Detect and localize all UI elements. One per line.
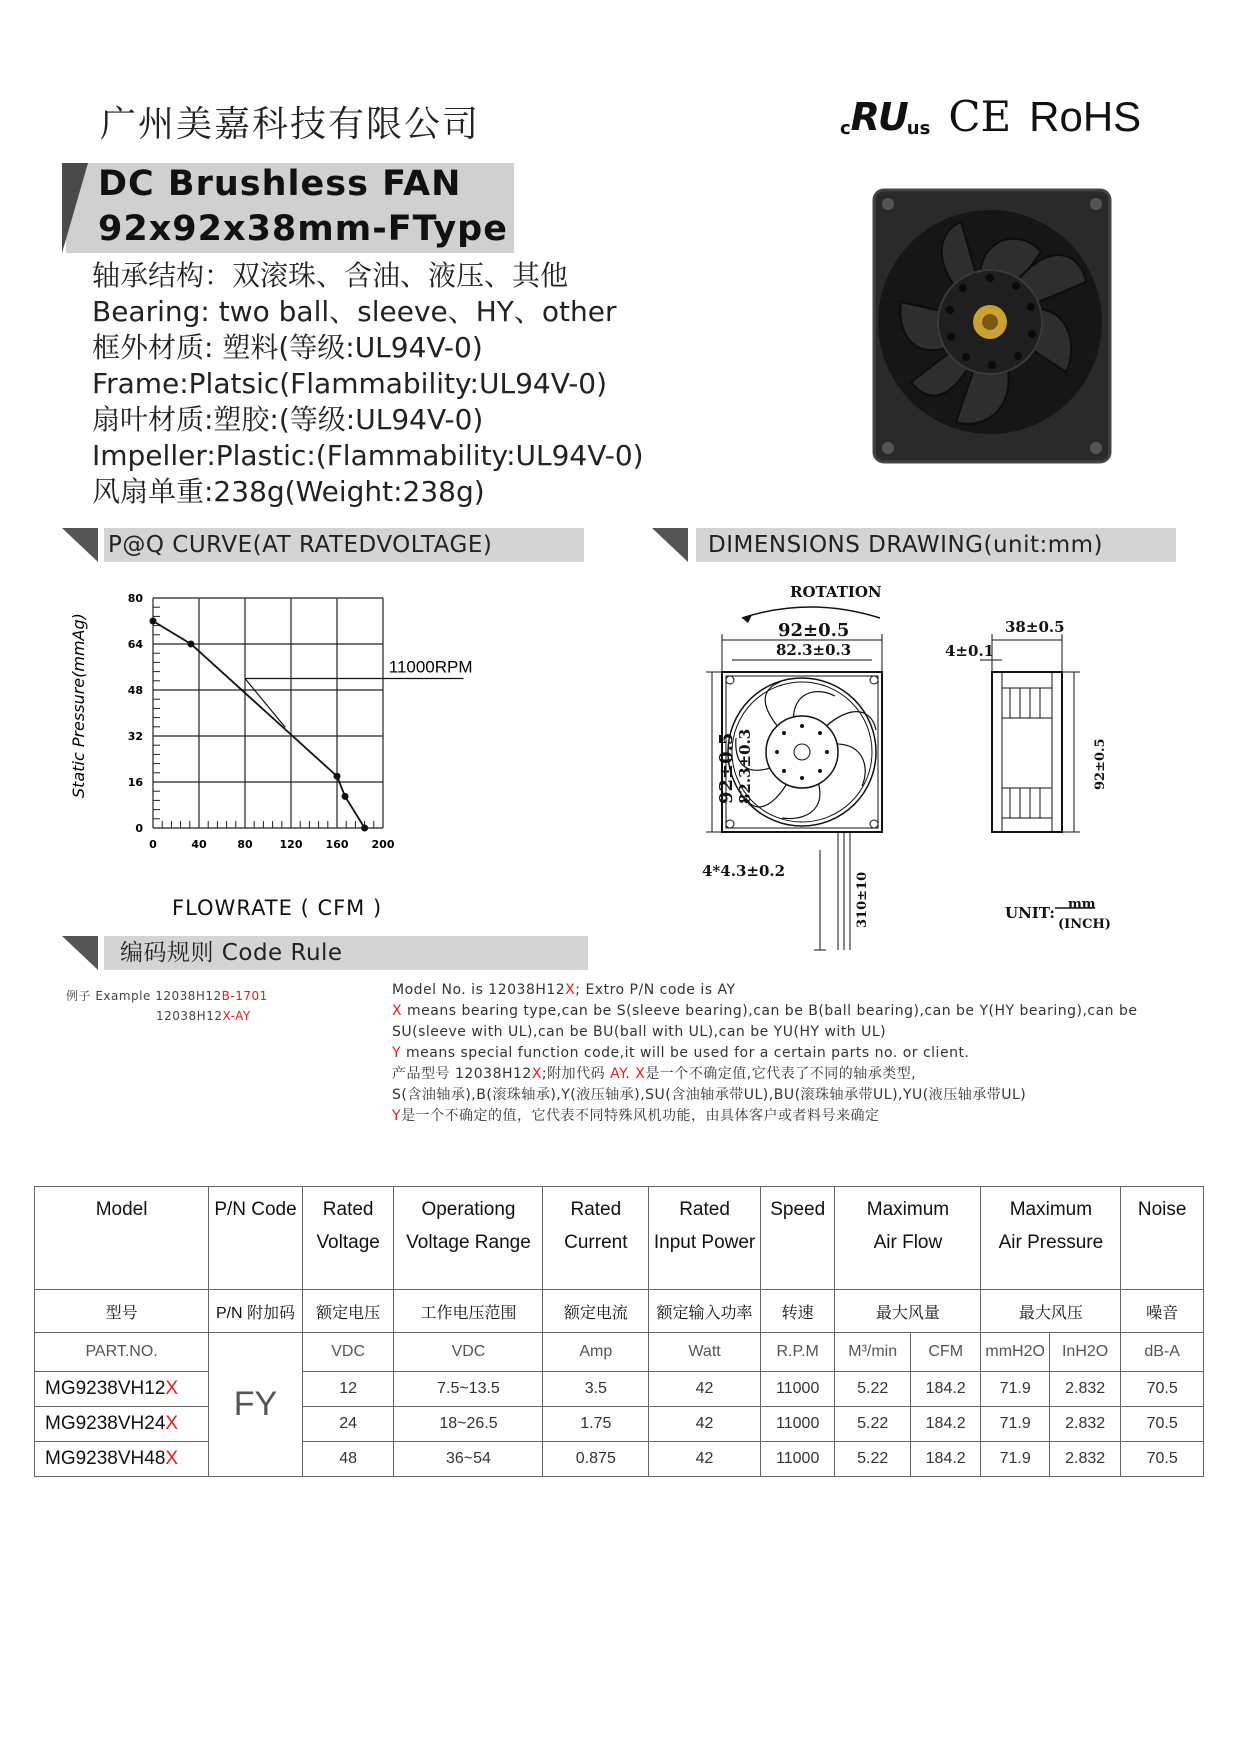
row-noise: 70.5 [1121, 1407, 1204, 1442]
y-tick-label: 32 [127, 730, 143, 743]
certification-logos [840, 92, 1141, 141]
x-axis-label: FLOWRATE ( CFM ) [172, 896, 383, 920]
row-m3: 5.22 [835, 1442, 911, 1477]
ce-mark: CE [948, 92, 1012, 141]
dim-side-height: 92±0.5 [1093, 738, 1108, 790]
rule-2x: X [392, 1003, 403, 1019]
unit-cfm: CFM [910, 1333, 980, 1372]
rule-5c: . [625, 1066, 636, 1082]
rohs-mark: RoHS [1029, 92, 1142, 140]
row-speed: 11000 [760, 1407, 835, 1442]
rule-5x: X [531, 1066, 542, 1082]
row-mmh2o: 71.9 [981, 1407, 1049, 1442]
dim-flange: 4±0.1 [945, 642, 995, 660]
code-header: 编码规则 Code Rule [120, 940, 343, 966]
rule-5d: 是一个不确定值,它代表了不同的轴承类型, [645, 1066, 917, 1082]
spec-bearing-cn: 轴承结构：双滚珠、含油、液压、其他 [92, 259, 569, 292]
spec-weight: 风扇单重:238g(Weight:238g) [92, 475, 485, 508]
row-mmh2o: 71.9 [981, 1442, 1049, 1477]
example-line-2: 12038H12 [156, 1009, 223, 1023]
dim-hole-spacing: 82.3±0.3 [776, 641, 852, 659]
ul-mark [840, 95, 930, 139]
cn-voltage: 额定电压 [302, 1290, 394, 1333]
rule-7: 是一个不确定的值，它代表不同特殊风机功能，由具体客户或者料号来确定 [401, 1108, 880, 1124]
dim-lead: 310±10 [855, 871, 870, 928]
pq-data-point [342, 793, 349, 800]
title-accent [62, 163, 88, 253]
rule-6: S(含油轴承),B(滚珠轴承),Y(液压轴承),SU(含油轴承带UL),BU(滚珠轴承带UL),YU(液压轴承带UL) [392, 1087, 1027, 1103]
annotation-label: 11000RPM [388, 657, 473, 677]
y-axis-label: Static Pressure(mmAg) [69, 613, 88, 798]
rule-5a: 产品型号 12038H12 [392, 1066, 532, 1082]
y-tick-label: 48 [127, 684, 143, 697]
cn-power: 额定输入功率 [649, 1290, 761, 1333]
spec-bearing-en: Bearing: two ball、sleeve、HY、other [92, 295, 617, 328]
unit-speed: R.P.M [760, 1333, 835, 1372]
row-range: 36~54 [394, 1442, 543, 1477]
x-tick-label: 80 [237, 838, 253, 851]
example-label: 例子 Example 12038H12 [66, 989, 222, 1003]
row-cfm: 184.2 [910, 1372, 980, 1407]
x-tick-label: 200 [371, 838, 395, 851]
dim-outer-width: 92±0.5 [778, 620, 850, 641]
row-current: 3.5 [543, 1372, 649, 1407]
pq-data-point [334, 773, 341, 780]
unit-mmh2o: mmH2O [981, 1333, 1049, 1372]
title-line-1: DC Brushless FAN [98, 164, 462, 204]
th-current: Rated Current [543, 1187, 649, 1290]
pq-chart [60, 584, 580, 924]
code-rule-text [392, 980, 1222, 1127]
row-range: 7.5~13.5 [394, 1372, 543, 1407]
pq-header-bar [104, 528, 584, 562]
dimensions-drawing [650, 578, 1130, 958]
row-inh2o: 2.832 [1049, 1407, 1120, 1442]
cn-flow: 最大风量 [835, 1290, 981, 1333]
row-voltage: 12 [302, 1372, 394, 1407]
row-noise: 70.5 [1121, 1442, 1204, 1477]
unit-m3: M³/min [835, 1333, 911, 1372]
dims-accent [652, 528, 688, 562]
example-suffix-1: B-1701 [221, 989, 268, 1003]
row-speed: 11000 [760, 1442, 835, 1477]
row-model: MG9238VH12X [35, 1372, 209, 1407]
row-voltage: 48 [302, 1442, 394, 1477]
unit-inh2o: InH2O [1049, 1333, 1120, 1372]
spec-list [92, 258, 644, 510]
ul-c: c [840, 117, 851, 139]
row-range: 18~26.5 [394, 1407, 543, 1442]
y-tick-label: 64 [127, 638, 143, 651]
row-power: 42 [649, 1407, 761, 1442]
unit-noise: dB-A [1121, 1333, 1204, 1372]
company-name: 广州美嘉科技有限公司 [100, 104, 481, 145]
row-power: 42 [649, 1372, 761, 1407]
fan-photo [866, 182, 1116, 470]
spec-impeller-en: Impeller:Plastic:(Flammability:UL94V-0) [92, 439, 644, 472]
row-noise: 70.5 [1121, 1372, 1204, 1407]
unit-range: VDC [394, 1333, 543, 1372]
dim-depth: 38±0.5 [1005, 618, 1065, 636]
rule-1a: Model No. is 12038H12 [392, 982, 566, 998]
rule-7y: Y [392, 1108, 402, 1124]
spec-frame-cn: 框外材质: 塑料(等级:UL94V-0) [92, 331, 483, 364]
ul-logo: RU [850, 94, 907, 139]
unit-voltage: VDC [302, 1333, 394, 1372]
cn-pressure: 最大风压 [981, 1290, 1121, 1333]
dim-unit-label: UNIT: [1005, 904, 1055, 922]
row-current: 1.75 [543, 1407, 649, 1442]
rule-4y: Y [392, 1045, 402, 1061]
example-suffix-2: X-AY [222, 1009, 251, 1023]
cn-range: 工作电压范围 [394, 1290, 543, 1333]
pq-header: P@Q CURVE(AT RATEDVOLTAGE) [108, 532, 493, 558]
cn-speed: 转速 [760, 1290, 835, 1333]
x-tick-label: 120 [279, 838, 303, 851]
cn-current: 额定电流 [543, 1290, 649, 1333]
row-speed: 11000 [760, 1372, 835, 1407]
unit-current: Amp [543, 1333, 649, 1372]
pq-data-point [150, 618, 157, 625]
x-tick-label: 160 [325, 838, 349, 851]
table-header-row [35, 1187, 1204, 1290]
rule-5b: ;附加代码 [541, 1066, 611, 1082]
rule-5x2: X [635, 1066, 646, 1082]
rule-3: SU(sleeve with UL),can be BU(ball with UL),can be YU(HY with UL) [392, 1024, 887, 1040]
row-m3: 5.22 [835, 1407, 911, 1442]
pq-data-point [361, 825, 368, 832]
unit-model: PART.NO. [35, 1333, 209, 1372]
cn-model: 型号 [35, 1290, 209, 1333]
y-tick-label: 80 [127, 592, 143, 605]
rule-5ay: AY [610, 1066, 626, 1082]
rule-1x: X [565, 982, 576, 998]
row-mmh2o: 71.9 [981, 1372, 1049, 1407]
dim-outer-height: 92±0.5 [716, 732, 737, 804]
spec-frame-en: Frame:Platsic(Flammability:UL94V-0) [92, 367, 608, 400]
dim-hole-spacing-v: 82.3±0.3 [736, 728, 754, 804]
row-current: 0.875 [543, 1442, 649, 1477]
spec-table [34, 1186, 1204, 1477]
annotation-arrow [245, 679, 285, 728]
title-line-2: 92x92x38mm-FType [98, 209, 508, 249]
dim-unit-mm: mm [1068, 897, 1096, 912]
row-inh2o: 2.832 [1049, 1442, 1120, 1477]
dim-unit-inch: (INCH) [1058, 917, 1111, 932]
row-m3: 5.22 [835, 1372, 911, 1407]
row-power: 42 [649, 1442, 761, 1477]
ul-us: us [906, 117, 931, 139]
cn-noise: 噪音 [1121, 1290, 1204, 1333]
th-pn: P/N Code [209, 1187, 303, 1290]
code-header-bar [104, 936, 588, 970]
th-flow: Maximum Air Flow [835, 1187, 981, 1290]
dims-header: DIMENSIONS DRAWING(unit:mm) [708, 532, 1104, 558]
spec-impeller-cn: 扇叶材质:塑胶:(等级:UL94V-0) [92, 403, 484, 436]
pq-series-line [153, 621, 365, 828]
code-accent [62, 936, 98, 970]
row-voltage: 24 [302, 1407, 394, 1442]
table-cn-row [35, 1290, 1204, 1333]
th-pressure: Maximum Air Pressure [981, 1187, 1121, 1290]
pq-accent [62, 528, 98, 562]
cn-pn: P/N 附加码 [209, 1290, 303, 1333]
y-tick-label: 0 [135, 822, 143, 835]
dims-header-bar [696, 528, 1176, 562]
th-model: Model [35, 1187, 209, 1290]
rule-1b: ; Extro P/N code is AY [575, 982, 736, 998]
pn-code: FY [209, 1333, 303, 1477]
th-range: Operationg Voltage Range [394, 1187, 543, 1290]
x-tick-label: 40 [191, 838, 207, 851]
th-noise: Noise [1121, 1187, 1204, 1290]
product-title [98, 162, 508, 252]
row-cfm: 184.2 [910, 1407, 980, 1442]
row-model: MG9238VH24X [35, 1407, 209, 1442]
code-example [66, 986, 268, 1026]
dim-holes: 4*4.3±0.2 [702, 862, 786, 880]
rule-2: means bearing type,can be S(sleeve bearing),can be B(ball bearing),can be Y(HY bearing),can be [402, 1003, 1138, 1019]
th-power: Rated Input Power [649, 1187, 761, 1290]
table-unit-row [35, 1333, 1204, 1372]
dim-rotation: ROTATION [790, 583, 882, 601]
pq-data-point [187, 641, 194, 648]
y-tick-label: 16 [127, 776, 143, 789]
row-cfm: 184.2 [910, 1442, 980, 1477]
x-tick-label: 0 [149, 838, 157, 851]
unit-power: Watt [649, 1333, 761, 1372]
rule-4: means special function code,it will be used for a certain parts no. or client. [401, 1045, 970, 1061]
row-inh2o: 2.832 [1049, 1372, 1120, 1407]
th-speed: Speed [760, 1187, 835, 1290]
row-model: MG9238VH48X [35, 1442, 209, 1477]
th-voltage: Rated Voltage [302, 1187, 394, 1290]
